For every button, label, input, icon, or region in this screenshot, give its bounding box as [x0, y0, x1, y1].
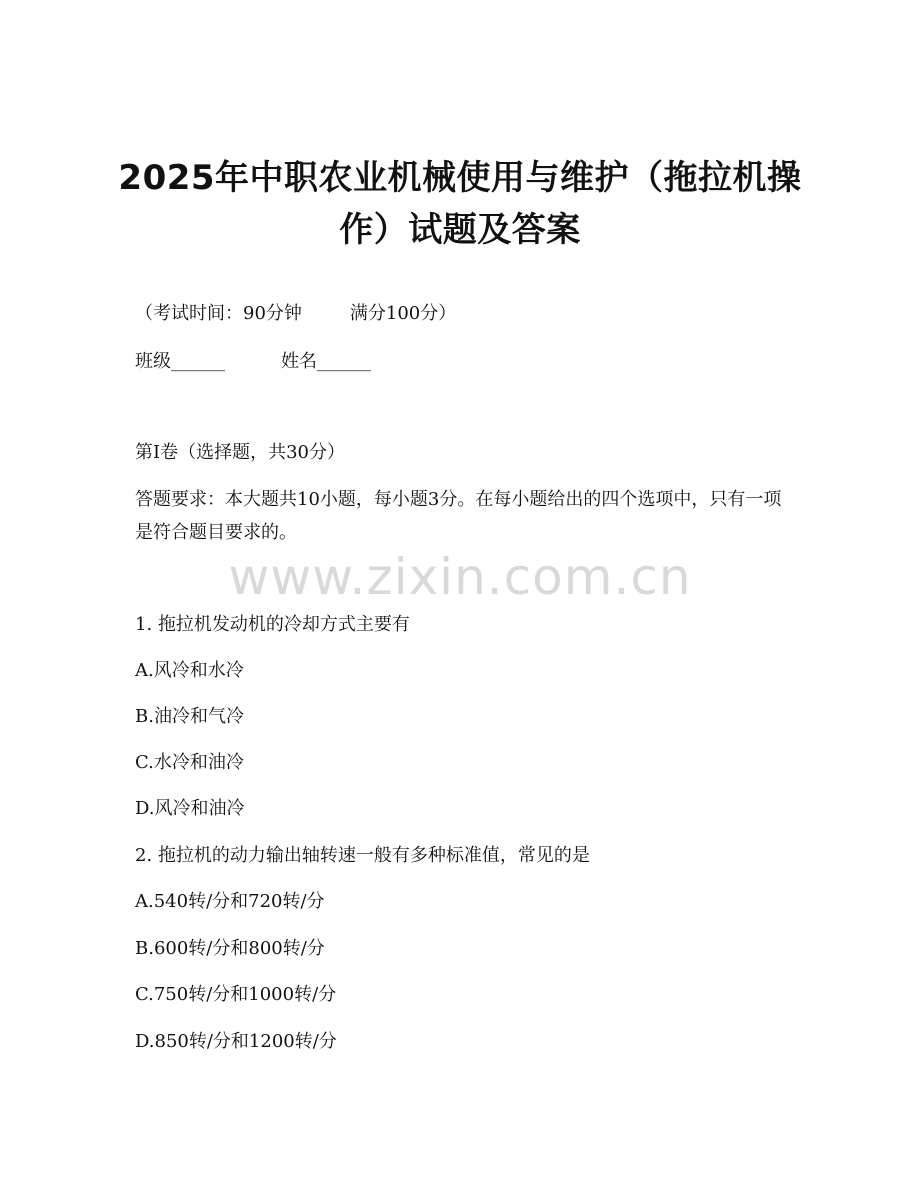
question-stem: 2. 拖拉机的动力输出轴转速一般有多种标准值，常见的是 [135, 845, 590, 866]
exam-info-line [135, 301, 456, 327]
student-info-line [135, 349, 371, 375]
watermark: www.zixin.com.cn [228, 548, 692, 606]
exam-time: （考试时间：90分钟 [135, 303, 302, 324]
name-field-label: 姓名______ [281, 351, 371, 372]
question-option: B.600转/分和800转/分 [135, 938, 325, 959]
instructions-paragraph: 答题要求：本大题共10小题，每小题3分。在每小题给出的四个选项中，只有一项是符合题目要求的。 [135, 489, 782, 543]
question-option: A.540转/分和720转/分 [135, 891, 325, 912]
question-option: B.油冷和气冷 [135, 706, 244, 727]
question-option: C.水冷和油冷 [135, 752, 244, 773]
question-option: D.850转/分和1200转/分 [135, 1031, 337, 1052]
exam-score: 满分100分） [349, 303, 457, 324]
question-option: A.风冷和水冷 [135, 660, 244, 681]
question-option: D.风冷和油冷 [135, 798, 245, 819]
class-field-label: 班级______ [135, 351, 225, 372]
document-title: 2025年中职农业机械使用与维护（拖拉机操作）试题及答案 [118, 158, 802, 250]
section-title: 第I卷（选择题，共30分） [135, 442, 346, 463]
question-stem: 1. 拖拉机发动机的冷却方式主要有 [135, 614, 410, 635]
question-option: C.750转/分和1000转/分 [135, 984, 337, 1005]
